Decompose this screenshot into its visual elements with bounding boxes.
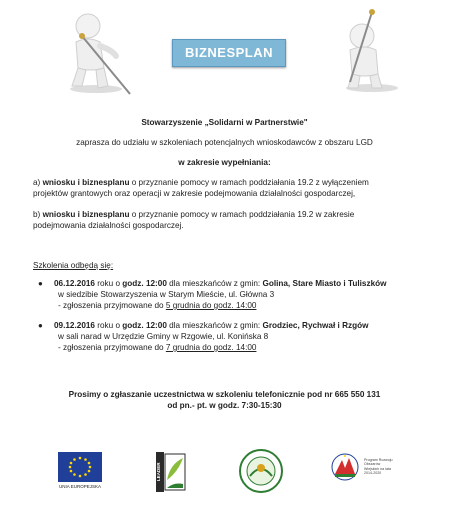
eu-caption: UNIA EUROPEJSKA	[58, 484, 101, 489]
schedule-heading: Szkolenia odbędą się:	[33, 261, 114, 270]
eu-flag-icon	[58, 452, 102, 482]
item-b: b) wniosku i biznesplanu o przyznanie pomocy w ramach poddziałania 19.2 w zakresie	[33, 210, 355, 219]
scope-line: w zakresie wypełniania:	[178, 158, 271, 167]
session-1-line2: w siedzibie Stowarzyszenia w Starym Mieście, ul. Główna 3	[58, 290, 275, 299]
prow-emblem-icon	[330, 452, 360, 482]
contact-line2: od pn.- pt. w godz. 7:30-15:30	[167, 401, 282, 410]
leader-logo	[156, 452, 186, 492]
session-1-line1: 06.12.2016 roku o godz. 12:00 dla mieszkańców z gmin: Golina, Stare Miasto i Tuliszków	[54, 279, 387, 288]
invite-line: zaprasza do udziału w szkoleniach potencjalnych wnioskodawców z obszaru LGD	[76, 138, 373, 147]
prow-logo	[330, 452, 396, 488]
leader-text: LEADER	[156, 462, 161, 482]
item-a-line2: projektów grantowych oraz operacji w zakresie podejmowania działalności gospodarczej,	[33, 189, 356, 198]
solidarni-emblem-icon	[238, 448, 284, 494]
banner-title: BIZNESPLAN	[184, 45, 274, 60]
item-b-line2: podejmowania działalności gospodarczej.	[33, 221, 184, 230]
prow-caption: Program Rozwoju Obszarów Wiejskich na lata 2014-2020	[364, 458, 393, 476]
session-2-line1: 09.12.2016 roku o godz. 12:00 dla mieszkańców z gmin: Grodziec, Rychwał i Rzgów	[54, 321, 369, 330]
item-a: a) wniosku i biznesplanu o przyznanie pomocy w ramach poddziałania 19.2 z wyłączeniem	[33, 178, 369, 187]
session-2-line2: w sali narad w Urzędzie Gminy w Rzgowie, ul. Konińska 8	[58, 332, 269, 341]
org-line: Stowarzyszenie „Solidarni w Partnerstwie"	[141, 118, 308, 127]
bullet-2: ●	[38, 321, 43, 330]
session-2-line3: - zgłoszenia przyjmowane do 7 grudnia do godz. 14:00	[58, 343, 257, 352]
session-1-line3: - zgłoszenia przyjmowane do 5 grudnia do godz. 14:00	[58, 301, 257, 310]
figure-left-illustration	[52, 6, 142, 96]
eu-logo	[52, 452, 108, 496]
contact-line1: Prosimy o zgłaszanie uczestnictwa w szkoleniu telefonicznie pod nr 665 550 131	[68, 390, 381, 399]
bullet-1: ●	[38, 279, 43, 288]
biznesplan-banner	[172, 39, 286, 67]
solidarni-logo	[238, 448, 284, 494]
figure-right-illustration	[332, 4, 422, 94]
